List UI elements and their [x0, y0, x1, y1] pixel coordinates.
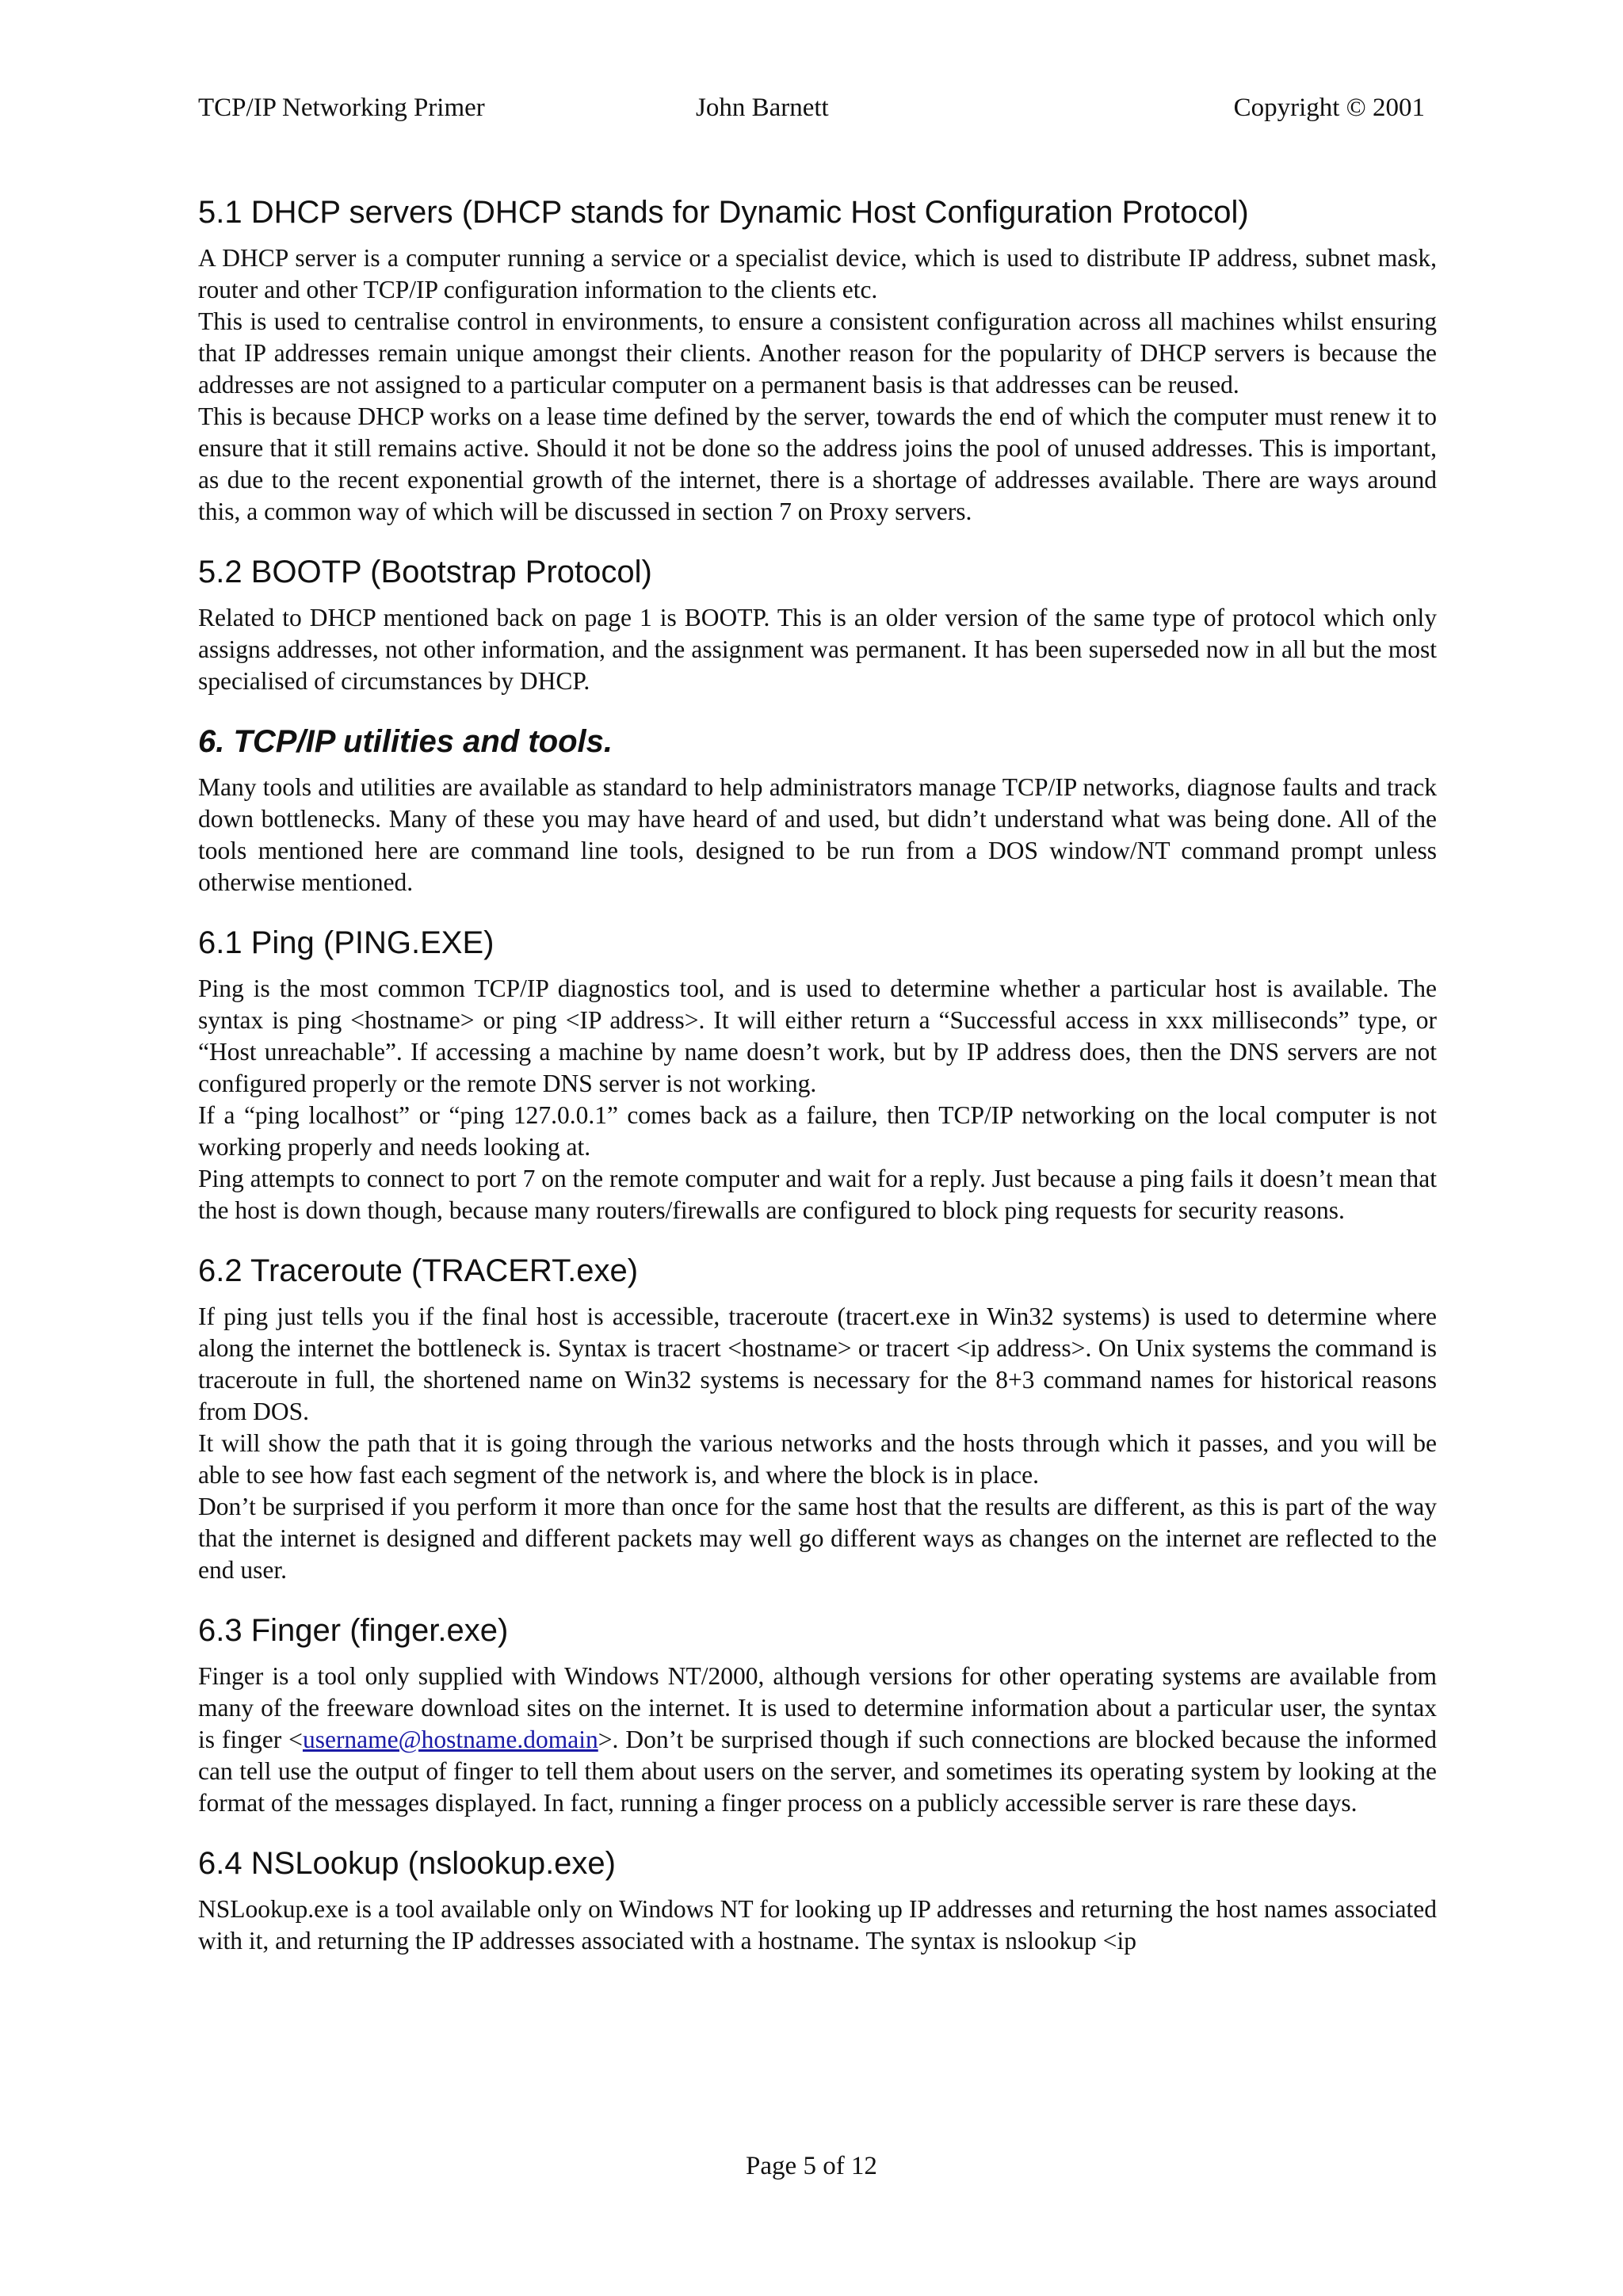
- section-finger: [198, 1611, 1437, 1819]
- paragraph: Related to DHCP mentioned back on page 1 is BOOTP. This is an older version of the same type of protocol which only assigns addresses, not other information, and the assignment was permanent. It has been superseded now in all but the most specialised of circumstances by DHCP.: [198, 604, 1437, 695]
- paragraph: [198, 1661, 1437, 1819]
- section-heading: 5.1 DHCP servers (DHCP stands for Dynamic Host Configuration Protocol): [198, 195, 1249, 230]
- chapter-heading: 6. TCP/IP utilities and tools.: [198, 724, 613, 759]
- paragraph: Ping attempts to connect to port 7 on the remote computer and wait for a reply. Just because a ping fails it doesn’t mean that the host is down though, because many routers/firewalls are configured to block ping requests for security reasons.: [198, 1165, 1437, 1224]
- email-link[interactable]: username@hostname.domain: [302, 1726, 598, 1753]
- paragraph: Don’t be surprised if you perform it more than once for the same host that the results are different, as this is part of the way that the internet is designed and different packets may well go different ways as changes on the internet are reflected to the end user.: [198, 1493, 1437, 1584]
- section-bootp: [198, 553, 1437, 697]
- finger-text-before: Finger is a tool only supplied with Windows NT/2000, although versions for other operating systems are available from many of the freeware download sites on the internet. It is used to determine information about a particular user, the syntax is finger <: [198, 1662, 1437, 1753]
- section-heading: 5.2 BOOTP (Bootstrap Protocol): [198, 555, 652, 589]
- paragraph: If ping just tells you if the final host is accessible, traceroute (tracert.exe in Win32 systems) is used to determine where along the internet the bottleneck is. Syntax is tracert <hostname> or tracert <ip address>. On Unix systems the command is traceroute in full, the shortened name on Win32 systems is necessary for the 8+3 command names for historical reasons from DOS.: [198, 1302, 1437, 1425]
- paragraph: NSLookup.exe is a tool available only on Windows NT for looking up IP addresses and returning the host names associated with it, and returning the IP addresses associated with a hostname. The syntax is nslookup <ip: [198, 1895, 1437, 1955]
- section-dhcp: [198, 193, 1437, 528]
- paragraph: A DHCP server is a computer running a service or a specialist device, which is used to distribute IP address, subnet mask, router and other TCP/IP configuration information to the clients etc.: [198, 244, 1437, 303]
- section-heading: 6.2 Traceroute (TRACERT.exe): [198, 1253, 639, 1288]
- paragraph: This is used to centralise control in environments, to ensure a consistent configuration across all machines whilst ensuring that IP addresses remain unique amongst their clients. Another reason for the popularity of DHCP servers is because the addresses are not assigned to a particular computer on a permanent basis is that addresses can be reused.: [198, 307, 1437, 399]
- section-traceroute: [198, 1252, 1437, 1586]
- paragraph: This is because DHCP works on a lease time defined by the server, towards the end of which the computer must renew it to ensure that it still remains active. Should it not be done so the address joins the pool of unused addresses. This is important, as due to the recent exponential growth of the internet, there is a shortage of addresses available. There are ways around this, a common way of which will be discussed in section 7 on Proxy servers.: [198, 402, 1437, 525]
- section-utilities: [198, 723, 1437, 898]
- paragraph: Ping is the most common TCP/IP diagnostics tool, and is used to determine whether a particular host is available. The syntax is ping <hostname> or ping <IP address>. It will either return a “Successful access in xxx milliseconds” type, or “Host unreachable”. If accessing a machine by name doesn’t work, but by IP address does, then the DNS servers are not configured properly or the remote DNS server is not working.: [198, 974, 1437, 1097]
- section-heading: 6.1 Ping (PING.EXE): [198, 925, 495, 960]
- section-ping: [198, 924, 1437, 1226]
- section-nslookup: [198, 1844, 1437, 1957]
- paragraph: If a “ping localhost” or “ping 127.0.0.1” comes back as a failure, then TCP/IP networking on the local computer is not working properly and needs looking at.: [198, 1101, 1437, 1161]
- paragraph: It will show the path that it is going through the various networks and the hosts through which it passes, and you will be able to see how fast each segment of the network is, and where the block is in place.: [198, 1429, 1437, 1489]
- header-copyright: Copyright © 2001: [1233, 93, 1425, 122]
- finger-text-after: >. Don’t be surprised though if such connections are blocked because the informed can tell use the output of finger to tell them about users on the server, and sometimes its operating system by looking at the format of the messages displayed. In fact, running a finger process on a publicly accessible server is rare these days.: [198, 1726, 1437, 1817]
- header-title: TCP/IP Networking Primer: [198, 93, 485, 122]
- paragraph: Many tools and utilities are available as standard to help administrators manage TCP/IP networks, diagnose faults and track down bottlenecks. Many of these you may have heard of and used, but didn’t understand what was being done. All of the tools mentioned here are command line tools, designed to be run from a DOS window/NT command prompt unless otherwise mentioned.: [198, 773, 1437, 896]
- header-author: John Barnett: [696, 93, 829, 122]
- section-heading: 6.3 Finger (finger.exe): [198, 1613, 509, 1648]
- section-heading: 6.4 NSLookup (nslookup.exe): [198, 1846, 616, 1881]
- document-body: [198, 193, 1437, 1982]
- page-number: Page 5 of 12: [746, 2152, 877, 2180]
